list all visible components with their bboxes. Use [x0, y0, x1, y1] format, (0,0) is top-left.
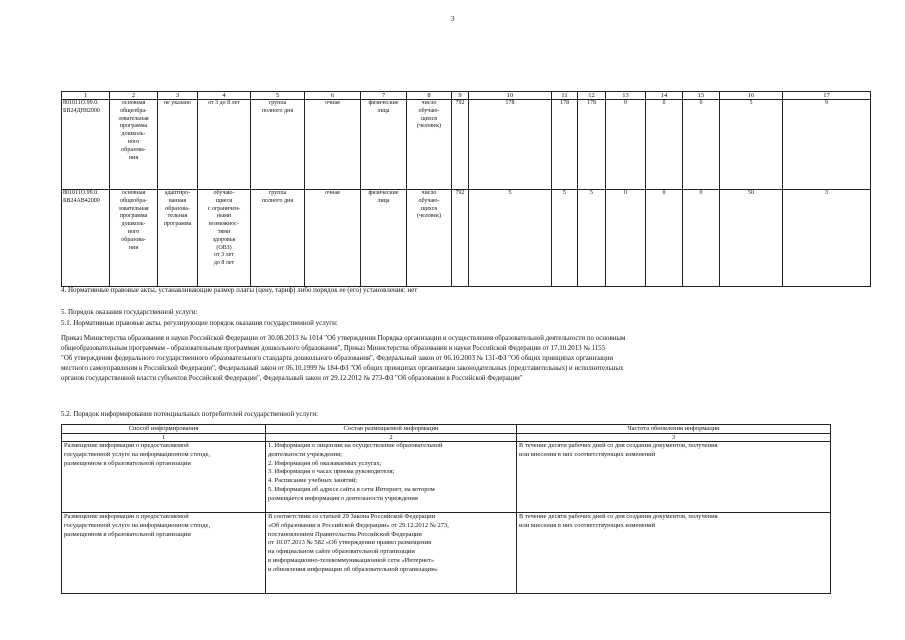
- method-line: размещенном в образовательной организации: [64, 530, 191, 538]
- content-line: от 10.07.2013 № 582 «Об утверждении правил размещения: [268, 539, 432, 547]
- cell-text: 5: [508, 190, 512, 196]
- cell-text: ния: [128, 154, 139, 161]
- column-number: 7: [361, 92, 407, 100]
- table-row: [62, 513, 831, 594]
- cell-text: 0: [662, 190, 666, 196]
- column-number: 14: [646, 92, 683, 100]
- frequency-line: или внесения в них соответствующих изменений: [519, 521, 656, 529]
- cell-text: группа: [268, 100, 287, 106]
- table-cell: [683, 100, 720, 190]
- table-cell: [158, 190, 198, 287]
- cell-text: с ограничен-: [207, 205, 241, 212]
- cell-text: образова-: [165, 205, 190, 212]
- cell-text: 0: [699, 100, 703, 106]
- content-line: 4. Расписание учебных занятий;: [268, 477, 358, 485]
- table-row: [62, 442, 831, 513]
- update-frequency-cell: [517, 513, 831, 594]
- cell-text: образова-: [121, 236, 146, 243]
- cell-text: очная: [325, 100, 340, 106]
- informing-table: [61, 424, 831, 594]
- table-cell: [198, 100, 251, 190]
- table-number-row: [62, 434, 831, 442]
- cell-text: 0: [662, 100, 666, 106]
- informing-method-cell: [62, 442, 266, 513]
- table-cell: [552, 190, 578, 287]
- method-line: Размещение информации о предоставляемой: [64, 513, 189, 520]
- table-cell: [407, 100, 452, 190]
- cell-text: программа: [163, 221, 192, 228]
- method-line: размещенном в образовательной организации: [64, 459, 191, 467]
- cell-text: адаптиро-: [164, 190, 191, 196]
- cell-text: от 3 лет: [214, 252, 234, 259]
- cell-text: 3: [825, 190, 828, 196]
- method-line: Размещение информации о предоставляемой: [64, 442, 189, 449]
- cell-text: обучаю-: [213, 190, 235, 196]
- table-header-row: [62, 92, 871, 100]
- cell-text: очная: [325, 190, 340, 196]
- cell-text: 0: [699, 190, 703, 196]
- cell-text: зовательная: [118, 205, 149, 212]
- cell-text: основная: [121, 190, 146, 196]
- cell-text: полного дня: [261, 107, 294, 114]
- column-number: 16: [720, 92, 783, 100]
- cell-text: от 3 до 8 лет: [208, 100, 240, 106]
- cell-text: 178: [560, 100, 569, 106]
- column-number: 8: [407, 92, 452, 100]
- content-line: 1. Информация о лицензии на осуществление образовательной: [268, 442, 443, 449]
- content-line: и обновления информации об образовательной организации»: [268, 565, 438, 573]
- table-cell: [720, 190, 783, 287]
- cell-text: до 8 лет: [213, 260, 235, 267]
- column-number: 13: [606, 92, 646, 100]
- cell-text: лица: [377, 107, 390, 114]
- column-number: 6: [305, 92, 361, 100]
- cell-text: физические: [368, 100, 399, 106]
- column-header: Способ информирования: [62, 425, 266, 434]
- legal-act-line: "Об утверждении федерального государственного образовательного стандарта дошкольного образования", Федеральный закон от 06.10.2003 № 131-ФЗ "Об общих принципах организации: [61, 355, 614, 362]
- cell-text: 50: [748, 190, 754, 196]
- column-number: 3: [517, 434, 831, 442]
- table-cell: [452, 190, 469, 287]
- content-line: постановлением Правительства Российской Федерации: [268, 530, 422, 538]
- section-5-1-title: 5.1. Нормативные правовые акты, регулирующие порядок оказания государственной услуги:: [61, 319, 338, 327]
- table-cell: [198, 190, 251, 287]
- cell-text: возможнос-: [209, 221, 239, 228]
- content-line: «Об образовании в Российской Федерации» от 29.12.2012 № 273,: [268, 521, 449, 529]
- cell-text: 0: [624, 100, 627, 106]
- content-line: в информационно-телекоммуникационной сети «Интернет»: [268, 556, 435, 564]
- table-cell: [720, 100, 783, 190]
- table-cell: [606, 190, 646, 287]
- frequency-line: В течение десяти рабочих дней со дня создания документов, получения: [519, 513, 718, 520]
- section-4-text: 4. Нормативные правовые акты, устанавливающие размер платы (цену, тариф) либо порядок ее (его) установления: нет: [61, 286, 418, 294]
- table-cell: [452, 100, 469, 190]
- content-line: 3. Информация о часах приема руководителя;: [268, 468, 395, 476]
- cell-text: программа: [119, 123, 148, 130]
- cell-text: группа: [268, 190, 287, 196]
- cell-text: ного: [127, 228, 140, 235]
- frequency-line: В течение десяти рабочих дней со дня создания документов, получения: [519, 442, 718, 449]
- column-number: 17: [783, 92, 871, 100]
- table-cell: [606, 100, 646, 190]
- cell-text: щихся: [420, 205, 438, 212]
- method-line: государственной услуге на информационном стенде,: [64, 450, 211, 458]
- cell-text: дошколь-: [121, 221, 146, 228]
- cell-text: тями: [217, 228, 231, 235]
- content-line: В соответствии со статьей 29 Закона Российской Федерации: [268, 513, 436, 520]
- column-number: 4: [198, 92, 251, 100]
- cell-text: 5: [563, 190, 566, 196]
- cell-text: 178: [505, 100, 515, 106]
- table-row: [62, 100, 871, 190]
- cell-text: дошколь-: [121, 131, 146, 138]
- content-line: размещается информация о деятельности учреждения: [268, 494, 418, 502]
- table-cell: [783, 190, 871, 287]
- column-number: 1: [62, 92, 110, 100]
- column-number: 11: [552, 92, 578, 100]
- table-cell: [305, 100, 361, 190]
- cell-text: физические: [368, 190, 399, 196]
- information-content-cell: [266, 513, 517, 594]
- cell-text: 792: [455, 100, 465, 106]
- cell-text: общеобра-: [119, 107, 148, 114]
- page-number: 3: [450, 15, 455, 23]
- cell-text: тельная: [167, 213, 188, 220]
- column-number: 9: [452, 92, 469, 100]
- cell-text: 9: [825, 100, 828, 106]
- service-volume-table: [61, 91, 871, 287]
- table-cell: [110, 190, 158, 287]
- cell-text: 801011О.99.0.: [63, 190, 99, 196]
- informing-method-cell: [62, 513, 266, 594]
- table-cell: [578, 100, 606, 190]
- section-5-1-legal-acts: [61, 334, 625, 384]
- cell-text: (ОВЗ): [216, 244, 232, 251]
- table-cell: [305, 190, 361, 287]
- cell-text: ными: [216, 213, 232, 220]
- table-header-row: [62, 425, 831, 434]
- cell-text: общеобра-: [119, 197, 148, 204]
- cell-text: (человек): [416, 123, 442, 130]
- cell-text: БВ24АВ42000: [63, 197, 100, 204]
- table-cell: [251, 100, 305, 190]
- table-cell: [646, 190, 683, 287]
- cell-text: здоровья: [212, 236, 236, 243]
- table-cell: [683, 190, 720, 287]
- table-cell: [158, 100, 198, 190]
- cell-text: обучаю-: [418, 197, 440, 204]
- table-cell: [578, 190, 606, 287]
- table-cell: [469, 190, 552, 287]
- column-header: Частота обновления информации: [517, 425, 831, 434]
- column-number: 2: [266, 434, 517, 442]
- cell-text: лица: [377, 197, 390, 204]
- cell-text: ного: [127, 138, 140, 145]
- cell-text: БВ24ДН82000: [63, 107, 100, 114]
- update-frequency-cell: [517, 442, 831, 513]
- column-number: 10: [469, 92, 552, 100]
- method-line: государственной услуге на информационном стенде,: [64, 521, 211, 529]
- table-cell: [407, 190, 452, 287]
- cell-text: полного дня: [261, 197, 294, 204]
- table-cell: [783, 100, 871, 190]
- table-cell: [361, 190, 407, 287]
- cell-text: основная: [121, 100, 146, 106]
- cell-text: число: [421, 100, 437, 106]
- cell-text: 0: [624, 190, 627, 196]
- column-header: Состав размещаемой информации: [266, 425, 517, 434]
- cell-text: не указано: [163, 100, 192, 106]
- cell-text: зовательная: [118, 115, 149, 122]
- content-line: 5. Информация об адресе сайта в сети Интернет, на котором: [268, 485, 435, 493]
- cell-text: (человек): [416, 213, 442, 220]
- information-content-cell: [266, 442, 517, 513]
- cell-text: 792: [455, 190, 465, 196]
- legal-act-line: общеобразовательным программам - образовательным программам дошкольного образования", Приказ Министерства образования и науки Российской Федерации от 17.10.2013 № 1155: [61, 345, 606, 352]
- cell-text: программа: [119, 213, 148, 220]
- table-row: [62, 190, 871, 287]
- legal-act-line: Приказ Министерства образования и науки Российской Федерации от 30.08.2013 № 1014 "Об утверждении Порядка организации и осуществления образовательной деятельности по основным: [61, 335, 626, 342]
- table-cell: [62, 100, 110, 190]
- column-number: 5: [251, 92, 305, 100]
- section-5-title: 5. Порядок оказания государственной услуги:: [61, 308, 198, 316]
- column-number: 15: [683, 92, 720, 100]
- section-5-2-title: 5.2. Порядок информирования потенциальных потребителей государственной услуги:: [61, 410, 319, 418]
- table-cell: [62, 190, 110, 287]
- table-cell: [361, 100, 407, 190]
- table-cell: [646, 100, 683, 190]
- cell-text: ванная: [168, 197, 187, 204]
- column-number: 2: [110, 92, 158, 100]
- cell-text: 5: [590, 190, 593, 196]
- frequency-line: или внесения в них соответствующих изменений: [519, 450, 656, 458]
- column-number: 12: [578, 92, 606, 100]
- content-line: на официальном сайте образовательной организации: [268, 548, 415, 556]
- legal-act-line: органов государственной власти субъектов Российской Федерации", Федеральный закон от 29.12.2012 № 273-ФЗ "Об образовании в Российской Федерации": [61, 375, 523, 382]
- cell-text: щихся: [420, 115, 438, 122]
- cell-text: число: [421, 190, 437, 196]
- cell-text: 178: [587, 100, 596, 106]
- content-line: 2. Информация об оказываемых услугах;: [268, 459, 382, 467]
- table-cell: [110, 100, 158, 190]
- table-cell: [469, 100, 552, 190]
- column-number: 1: [62, 434, 266, 442]
- table-cell: [552, 100, 578, 190]
- cell-text: образова-: [121, 146, 146, 153]
- legal-act-line: местного самоуправления в Российской Федерации", Федеральный закон от 06.10.1999 № 184-ФЗ "Об общих принципах организации законодательных (представительных) и исполнительных: [61, 365, 624, 372]
- cell-text: 801011О.99.0.: [63, 100, 99, 106]
- cell-text: ния: [128, 244, 139, 251]
- table-cell: [251, 190, 305, 287]
- column-number: 3: [158, 92, 198, 100]
- cell-text: обучаю-: [418, 107, 440, 114]
- cell-text: щиеся: [215, 197, 233, 204]
- cell-text: 5: [749, 100, 753, 106]
- content-line: деятельности учреждения;: [268, 450, 342, 458]
